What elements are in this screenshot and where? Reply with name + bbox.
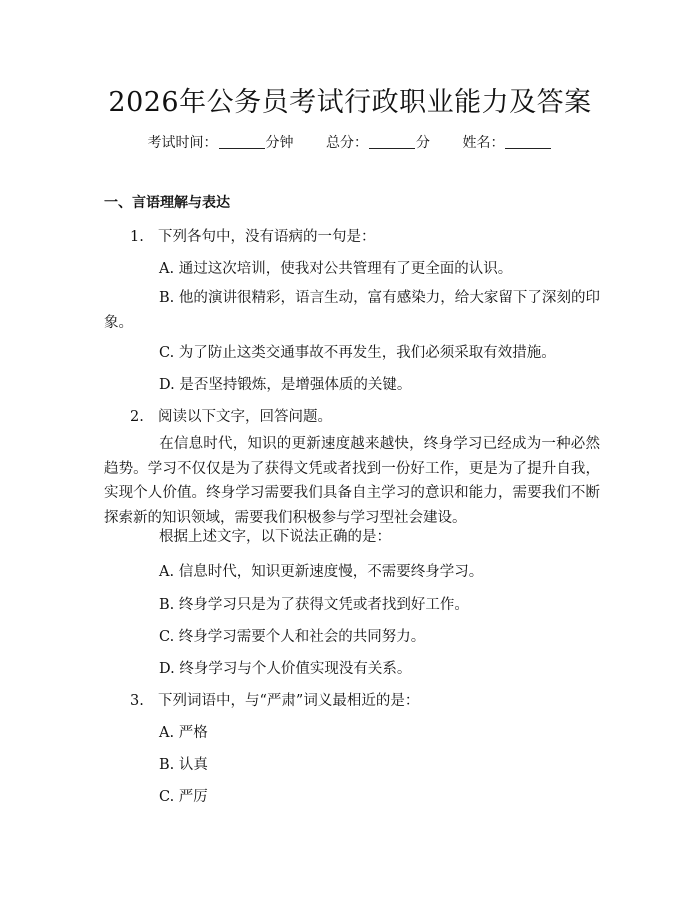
question-3-option-b: B. 认真 xyxy=(159,757,208,773)
question-stem: 下列词语中，与“严肃”词义最相近的是： xyxy=(158,693,420,709)
total-score-blank xyxy=(369,134,415,149)
question-number: 1. xyxy=(130,229,144,245)
student-name-label: 姓名： xyxy=(462,135,505,151)
question-2 xyxy=(130,405,332,426)
question-3-option-a: A. 严格 xyxy=(159,725,208,741)
question-2-passage xyxy=(104,432,600,530)
question-number: 2. xyxy=(130,409,144,425)
exam-time-unit: 分钟 xyxy=(265,135,294,151)
question-1-option-d: D. 是否坚持锻炼，是增强体质的关键。 xyxy=(159,377,412,393)
question-2-option-a: A. 信息时代，知识更新速度慢，不需要终身学习。 xyxy=(159,564,484,580)
passage-text: 在信息时代，知识的更新速度越来越快，终身学习已经成为一种必然趋势。学习不仅仅是为了获得文凭或者找到一份好工作，更是为了提升自我，实现个人价值。终身学习需要我们具备自主学习的意识和能力，需要我们不断探索新的知识领域，需要我们积极参与学习型社会建设。 xyxy=(104,436,600,526)
exam-time xyxy=(148,135,298,151)
question-2-option-b: B. 终身学习只是为了获得文凭或者找到好工作。 xyxy=(159,597,469,613)
question-1 xyxy=(130,225,376,246)
student-name xyxy=(462,135,552,151)
question-3-option-c: C. 严厉 xyxy=(159,789,208,805)
section-heading: 一、言语理解与表达 xyxy=(104,195,230,211)
exam-time-label: 考试时间： xyxy=(147,135,218,151)
document-title: 2026年公务员考试行政职业能力及答案 xyxy=(108,87,592,118)
exam-meta xyxy=(0,132,700,152)
exam-time-blank xyxy=(219,134,265,149)
question-stem: 下列各句中，没有语病的一句是： xyxy=(158,229,376,245)
question-number: 3. xyxy=(130,693,144,709)
total-score xyxy=(326,135,434,151)
total-score-unit: 分 xyxy=(416,135,430,151)
total-score-label: 总分： xyxy=(326,135,368,151)
option-b-text: B. 他的演讲很精彩，语言生动，富有感染力，给大家留下了深刻的印象。 xyxy=(104,290,600,331)
question-1-option-b xyxy=(104,286,600,335)
question-2-prompt: 根据上述文字，以下说法正确的是： xyxy=(159,529,391,545)
question-stem: 阅读以下文字，回答问题。 xyxy=(158,409,332,425)
question-1-option-c: C. 为了防止这类交通事故不再发生，我们必须采取有效措施。 xyxy=(159,345,556,361)
question-2-option-d: D. 终身学习与个人价值实现没有关系。 xyxy=(159,661,412,677)
student-name-blank xyxy=(505,134,551,149)
question-3 xyxy=(130,689,419,710)
question-2-option-c: C. 终身学习需要个人和社会的共同努力。 xyxy=(159,629,426,645)
question-1-option-a: A. 通过这次培训，使我对公共管理有了更全面的认识。 xyxy=(159,261,513,277)
